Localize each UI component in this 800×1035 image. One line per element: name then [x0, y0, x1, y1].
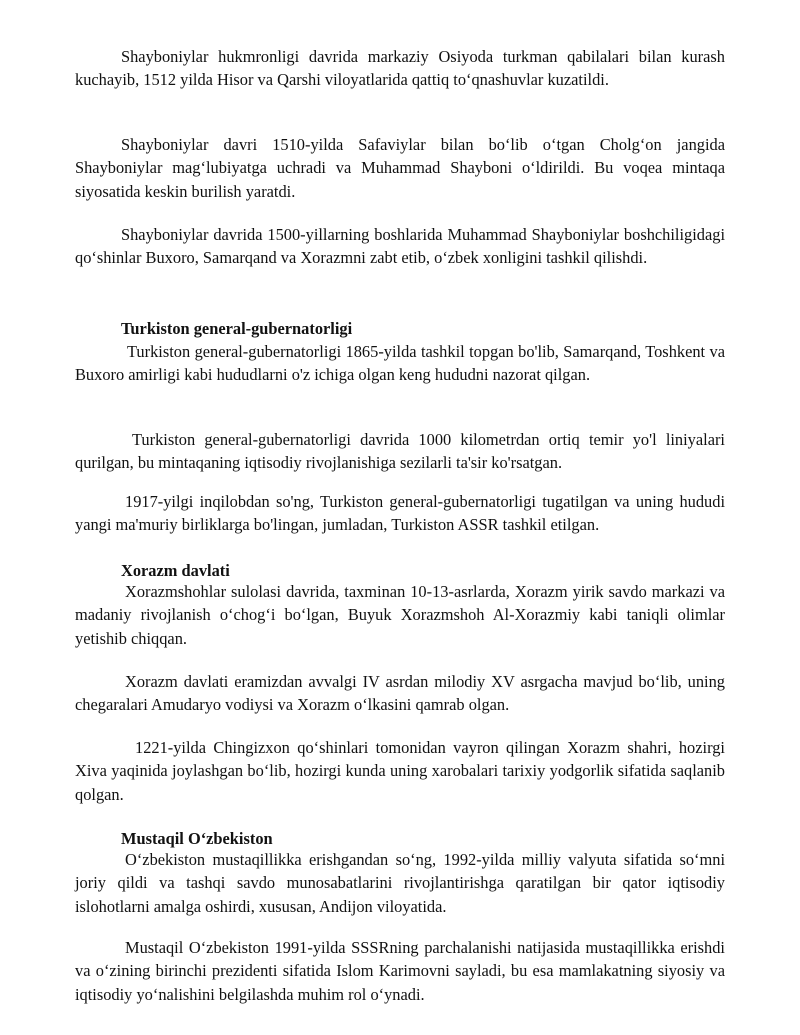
- paragraph: 1221-yilda Chingizxon qo‘shinlari tomonidan vayron qilingan Xorazm shahri, hozirgi Xiva yaqinida joylashgan bo‘lib, hozirgi kunda uning xarobalari tarixiy yodgorlik sifatida saqlanib qolgan.: [75, 738, 725, 804]
- paragraph: Shayboniylar davri 1510-yilda Safaviylar bilan bo‘lib o‘tgan Cholg‘on jangida Shayboniylar mag‘lubiyatga uchradi va Muhammad Shayboni o‘ldirildi. Bu voqea mintaqa siyosatida keskin burilish yaratdi.: [75, 135, 725, 201]
- paragraph: Shayboniylar davrida 1500-yillarning boshlarida Muhammad Shayboniylar boshchiligidagi qo‘shinlar Buxoro, Samarqand va Xorazmni zabt etib, o‘zbek xonligini tashkil qilishdi.: [75, 225, 725, 268]
- section-heading: Mustaqil O‘zbekiston: [121, 829, 273, 848]
- paragraph: Shayboniylar hukmronligi davrida markaziy Osiyoda turkman qabilalari bilan kurash kuchayib, 1512 yilda Hisor va Qarshi viloyatlarida qattiq to‘qnashuvlar kuzatildi.: [75, 47, 725, 90]
- paragraph: Mustaqil O‘zbekiston 1991-yilda SSSRning parchalanishi natijasida mustaqillikka erishdi va o‘zining birinchi prezidenti sifatida Islom Karimovni sayladi, bu esa mamlakatning siyosiy va iqtisodiy yo‘nalishini belgilashda muhim rol o‘ynadi.: [75, 938, 725, 1004]
- section-heading: Turkiston general-gubernatorligi: [121, 319, 353, 338]
- paragraph: Turkiston general-gubernatorligi 1865-yilda tashkil topgan bo'lib, Samarqand, Toshkent va Buxoro amirligi kabi hududlarni o'z ichiga olgan keng hududni nazorat qilgan.: [75, 342, 725, 385]
- section-heading: Xorazm davlati: [121, 561, 230, 580]
- paragraph: Turkiston general-gubernatorligi davrida 1000 kilometrdan ortiq temir yo'l liniyalari qurilgan, bu mintaqaning iqtisodiy rivojlanishiga sezilarli ta'sir ko'rsatgan.: [75, 430, 725, 473]
- paragraph: Xorazm davlati eramizdan avvalgi IV asrdan milodiy XV asrgacha mavjud bo‘lib, uning chegaralari Amudaryo vodiysi va Xorazm o‘lkasini qamrab olgan.: [75, 672, 725, 715]
- paragraph: Xorazmshohlar sulolasi davrida, taxminan 10-13-asrlarda, Xorazm yirik savdo markazi va madaniy rivojlanish o‘chog‘i bo‘lgan, Buyuk Xorazmshoh Al-Xorazmiy kabi taniqli olimlar yetishib chiqqan.: [75, 582, 725, 648]
- paragraph: O‘zbekiston mustaqillikka erishgandan so‘ng, 1992-yilda milliy valyuta sifatida so‘mni joriy qildi va tashqi savdo munosabatlarini rivojlantirishga qaratilgan bir qator iqtisodiy islohotlarni amalga oshirdi, xususan, Andijon viloyatida.: [75, 850, 725, 916]
- paragraph: 1917-yilgi inqilobdan so'ng, Turkiston general-gubernatorligi tugatilgan va uning hududi yangi ma'muriy birliklarga bo'lingan, jumladan, Turkiston ASSR tashkil etilgan.: [75, 492, 725, 535]
